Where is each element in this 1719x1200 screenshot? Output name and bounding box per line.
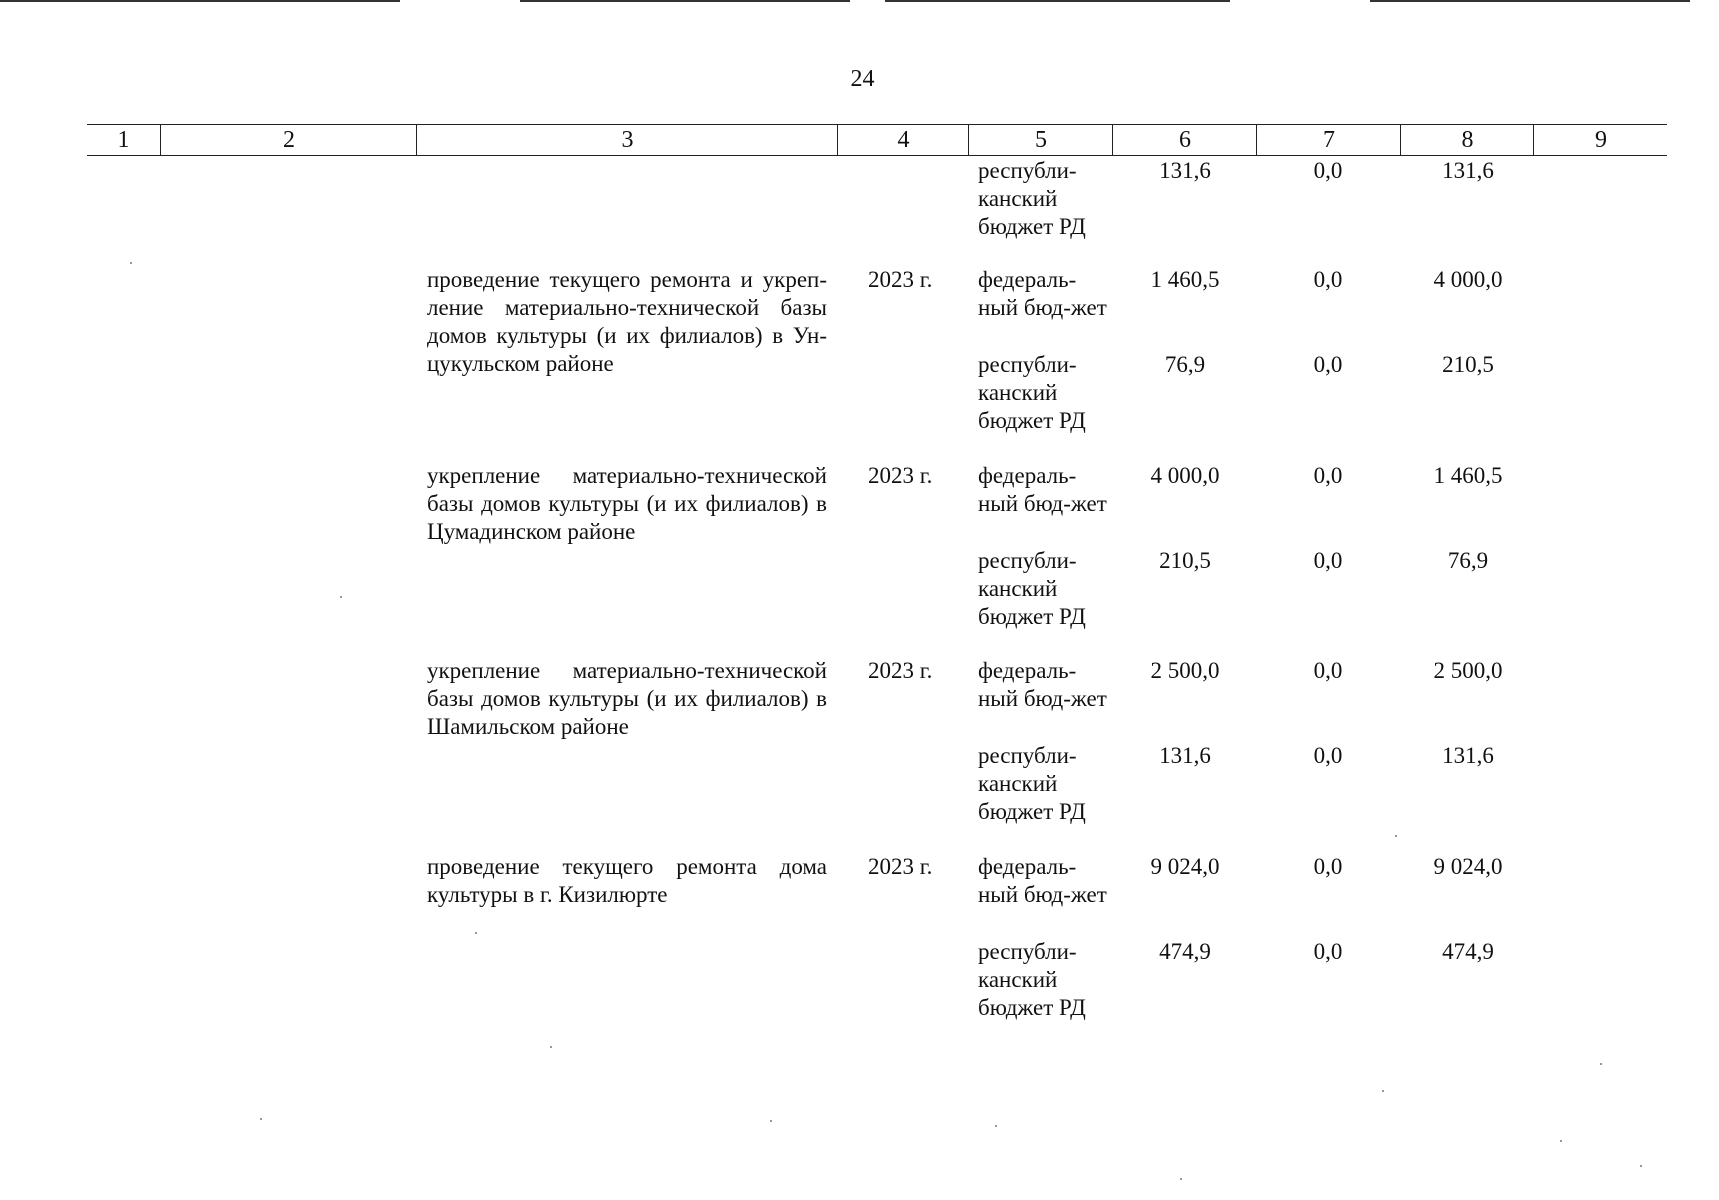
funding-source: республи-канский бюджет РД bbox=[978, 352, 1086, 433]
value-col6: 76,9 bbox=[1164, 352, 1206, 377]
measure-year: 2023 г. bbox=[868, 267, 933, 292]
scan-edge-line bbox=[0, 0, 400, 2]
scan-edge-line bbox=[520, 0, 850, 2]
value-col8: 4 000,0 bbox=[1433, 267, 1503, 292]
measure-year: 2023 г. bbox=[868, 463, 933, 488]
scan-speck bbox=[995, 1125, 997, 1127]
column-header-6: 6 bbox=[1112, 125, 1257, 155]
value-col8: 210,5 bbox=[1442, 352, 1494, 377]
funding-source: республи-канский бюджет РД bbox=[978, 743, 1086, 824]
value-col7: 0,0 bbox=[1313, 158, 1343, 183]
measure-description: укрепление материально-технической базы домов культуры (и их филиалов) в Шамильском районе bbox=[427, 658, 827, 739]
funding-source: федераль-ный бюд-жет bbox=[978, 854, 1107, 907]
scan-speck bbox=[770, 1120, 772, 1122]
value-col7: 0,0 bbox=[1313, 939, 1343, 964]
column-header-1: 1 bbox=[117, 127, 130, 153]
scan-speck bbox=[130, 262, 132, 264]
scan-speck bbox=[1395, 835, 1397, 837]
value-col8: 9 024,0 bbox=[1433, 854, 1503, 879]
value-col6: 131,6 bbox=[1159, 743, 1211, 768]
value-col8: 2 500,0 bbox=[1433, 658, 1503, 683]
value-col6: 2 500,0 bbox=[1150, 658, 1220, 683]
value-col7: 0,0 bbox=[1313, 548, 1343, 573]
scan-speck bbox=[1600, 1063, 1602, 1065]
measure-description: укрепление материально-технической базы домов культуры (и их филиалов) в Цумадинском районе bbox=[427, 463, 827, 544]
value-col6: 4 000,0 bbox=[1150, 463, 1220, 488]
column-header-8: 8 bbox=[1400, 125, 1534, 155]
value-col8: 474,9 bbox=[1442, 939, 1494, 964]
funding-source: республи-канский бюджет РД bbox=[978, 548, 1086, 629]
scan-speck bbox=[1180, 1178, 1182, 1180]
page-number: 24 bbox=[850, 66, 875, 92]
value-col6: 1 460,5 bbox=[1150, 267, 1220, 292]
scan-speck bbox=[340, 596, 342, 598]
value-col7: 0,0 bbox=[1313, 463, 1343, 488]
measure-description: проведение текущего ремонта и укреп-ление материально-технической базы домов культуры (и их филиалов) в Ун-цукульском районе bbox=[427, 267, 827, 376]
scan-speck bbox=[550, 1046, 552, 1048]
measure-description: проведение текущего ремонта дома культуры в г. Кизилюрте bbox=[427, 854, 827, 907]
column-header-4: 4 bbox=[837, 125, 969, 155]
value-col8: 131,6 bbox=[1442, 158, 1494, 183]
scan-speck bbox=[1640, 1165, 1642, 1167]
value-col7: 0,0 bbox=[1313, 352, 1343, 377]
value-col8: 131,6 bbox=[1442, 743, 1494, 768]
funding-source: республи-канский бюджет РД bbox=[978, 939, 1086, 1020]
value-col6: 474,9 bbox=[1159, 939, 1211, 964]
funding-source: федераль-ный бюд-жет bbox=[978, 658, 1107, 711]
table-header-row bbox=[87, 124, 1667, 156]
scan-edge-line bbox=[885, 0, 1230, 2]
value-col7: 0,0 bbox=[1313, 658, 1343, 683]
column-header-5: 5 bbox=[968, 125, 1113, 155]
scan-speck bbox=[1382, 1090, 1384, 1092]
column-header-3: 3 bbox=[416, 125, 838, 155]
scan-speck bbox=[475, 932, 477, 934]
value-col7: 0,0 bbox=[1313, 743, 1343, 768]
value-col6: 210,5 bbox=[1159, 548, 1211, 573]
value-col6: 9 024,0 bbox=[1150, 854, 1220, 879]
column-header-9: 9 bbox=[1533, 125, 1668, 155]
funding-source: республи-канский бюджет РД bbox=[978, 158, 1086, 239]
scan-speck bbox=[1560, 1140, 1562, 1142]
scan-edge-line bbox=[1370, 0, 1690, 2]
column-header-7: 7 bbox=[1256, 125, 1401, 155]
value-col7: 0,0 bbox=[1313, 854, 1343, 879]
funding-source: федераль-ный бюд-жет bbox=[978, 463, 1107, 516]
measure-year: 2023 г. bbox=[868, 658, 933, 683]
measure-year: 2023 г. bbox=[868, 854, 933, 879]
funding-source: федераль-ный бюд-жет bbox=[978, 267, 1107, 320]
column-header-2: 2 bbox=[160, 125, 417, 155]
value-col6: 131,6 bbox=[1159, 158, 1211, 183]
scan-speck bbox=[260, 1118, 262, 1120]
value-col7: 0,0 bbox=[1313, 267, 1343, 292]
value-col8: 76,9 bbox=[1447, 548, 1489, 573]
value-col8: 1 460,5 bbox=[1433, 463, 1503, 488]
